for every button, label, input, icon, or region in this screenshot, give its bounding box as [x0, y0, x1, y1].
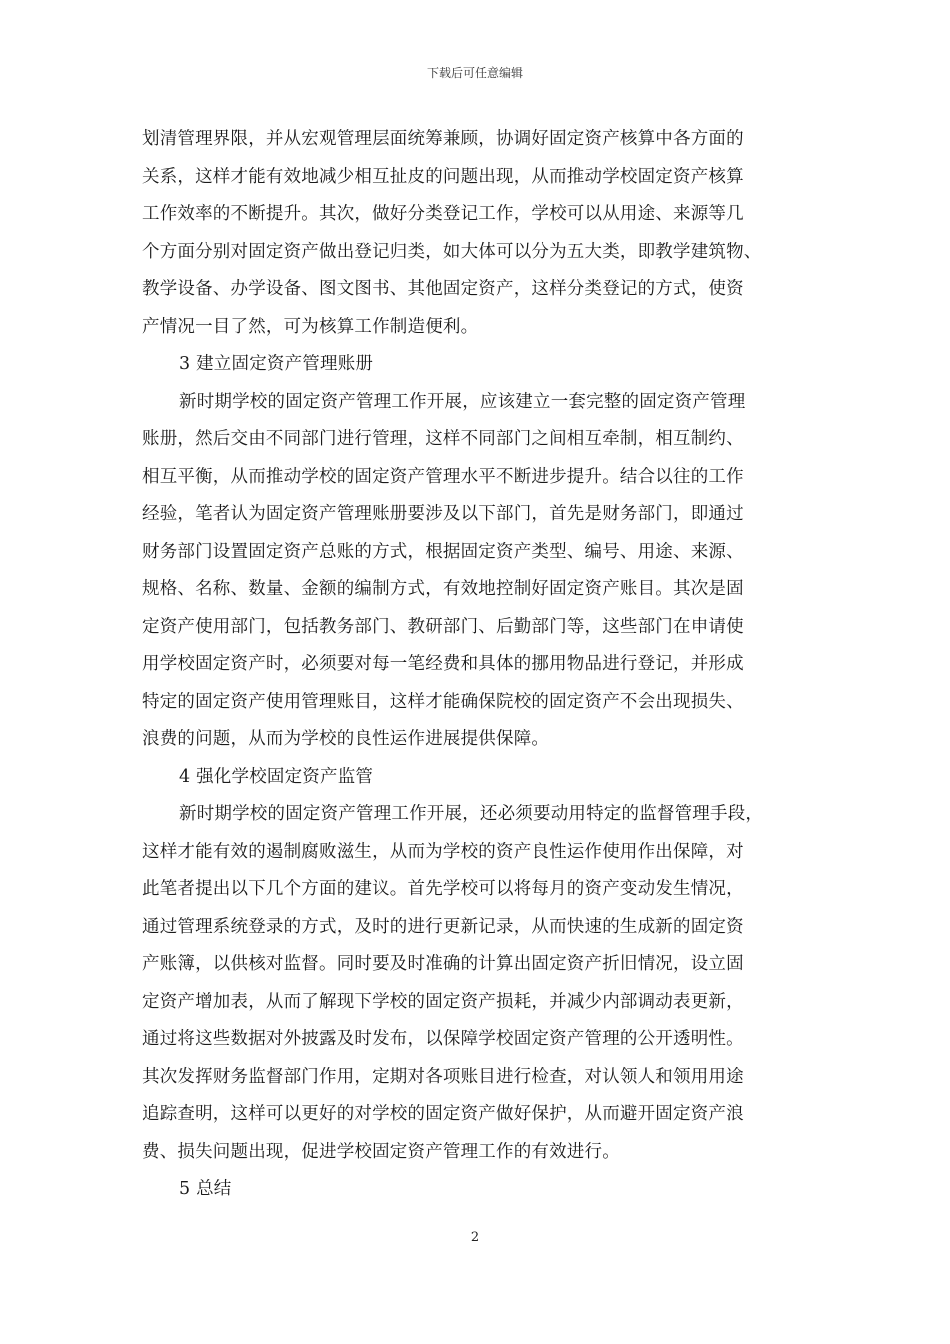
- paragraph-line: 工作效率的不断提升。其次，做好分类登记工作，学校可以从用途、来源等几: [142, 204, 744, 224]
- paragraph-line: 新时期学校的固定资产管理工作开展，还必须要动用特定的监督管理手段，: [179, 804, 764, 824]
- section-heading: 4 强化学校固定资产监管: [179, 766, 374, 787]
- paragraph-line: 特定的固定资产使用管理账目，这样才能确保院校的固定资产不会出现损失、: [142, 691, 744, 712]
- paragraph-line: 账册，然后交由不同部门进行管理，这样不同部门之间相互牵制，相互制约、: [142, 429, 744, 449]
- paragraph-line: 定资产使用部门，包括教务部门、教研部门、后勤部门等，这些部门在申请使: [142, 616, 744, 637]
- page-header: 下载后可任意编辑: [426, 66, 523, 80]
- paragraph-line: 浪费的问题，从而为学校的良性运作进展提供保障。: [142, 729, 550, 749]
- section-heading: 5 总结: [179, 1179, 232, 1199]
- paragraph-line: 产情况一目了然，可为核算工作制造便利。: [142, 316, 479, 337]
- section-heading: 3 建立固定资产管理账册: [179, 354, 374, 374]
- paragraph-line: 追踪查明，这样可以更好的对学校的固定资产做好保护，从而避开固定资产浪: [142, 1104, 744, 1124]
- paragraph-line: 教学设备、办学设备、图文图书、其他固定资产，这样分类登记的方式，使资: [142, 279, 744, 299]
- paragraph-line: 个方面分别对固定资产做出登记归类，如大体可以分为五大类，即教学建筑物、: [142, 241, 762, 262]
- paragraph-line: 其次发挥财务监督部门作用，定期对各项账目进行检查，对认领人和领用用途: [142, 1066, 744, 1087]
- paragraph-line: 通过将这些数据对外披露及时发布，以保障学校固定资产管理的公开透明性。: [142, 1029, 744, 1049]
- paragraph-line: 经验，笔者认为固定资产管理账册要涉及以下部门，首先是财务部门，即通过: [142, 504, 744, 524]
- paragraph-line: 这样才能有效的遏制腐败滋生，从而为学校的资产良性运作使用作出保障，对: [142, 841, 744, 862]
- document-body: [142, 121, 810, 1209]
- paragraph-line: 关系，这样才能有效地减少相互扯皮的问题出现，从而推动学校固定资产核算: [142, 166, 744, 187]
- paragraph-line: 规格、名称、数量、金额的编制方式，有效地控制好固定资产账目。其次是固: [142, 579, 744, 599]
- paragraph-line: 通过管理系统登录的方式，及时的进行更新记录，从而快速的生成新的固定资: [142, 916, 744, 937]
- paragraph-line: 划清管理界限，并从宏观管理层面统筹兼顾，协调好固定资产核算中各方面的: [142, 129, 744, 149]
- paragraph-line: 费、损失问题出现，促进学校固定资产管理工作的有效进行。: [142, 1141, 620, 1162]
- paragraph-line: 用学校固定资产时，必须要对每一笔经费和具体的挪用物品进行登记，并形成: [142, 654, 744, 674]
- paragraph-line: 产账簿，以供核对监督。同时要及时准确的计算出固定资产折旧情况，设立固: [142, 954, 744, 974]
- paragraph-line: 相互平衡，从而推动学校的固定资产管理水平不断进步提升。结合以往的工作: [142, 466, 744, 487]
- paragraph-line: 定资产增加表，从而了解现下学校的固定资产损耗，并减少内部调动表更新，: [142, 991, 744, 1012]
- page-number: 2: [470, 1230, 480, 1245]
- paragraph-line: 此笔者提出以下几个方面的建议。首先学校可以将每月的资产变动发生情况，: [142, 879, 744, 899]
- paragraph-line: 财务部门设置固定资产总账的方式，根据固定资产类型、编号、用途、来源、: [142, 541, 744, 562]
- paragraph-line: 新时期学校的固定资产管理工作开展，应该建立一套完整的固定资产管理: [179, 391, 746, 412]
